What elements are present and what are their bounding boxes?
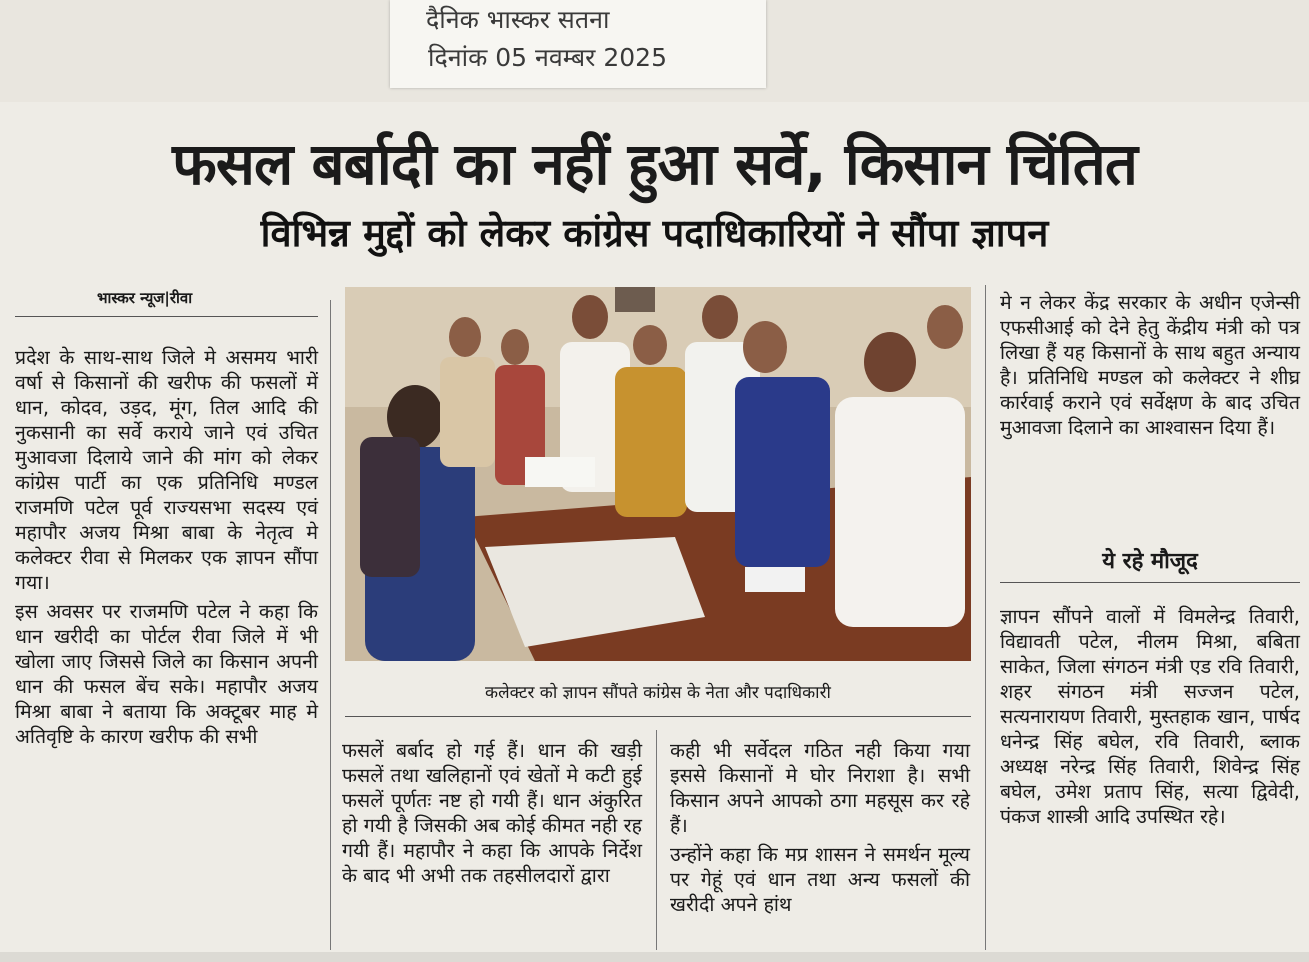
clipping-date: दिनांक 05 नवम्बर 2025 (428, 43, 667, 72)
paragraph: फसलें बर्बाद हो गई हैं। धान की खड़ी फसलें तथा खलिहानों एवं खेतों मे कटी हुई फसलें पूर्णतः नष्ट हो गयी हैं। धान अंकुरित हो गयी है जिसकी अब कोई कीमत नही रह गयी हैं। महापौर ने कहा कि आपके निर्देश के बाद भी अभी तक तहसीलदारों द्वारा (342, 739, 642, 887)
byline: भास्कर न्यूज|रीवा (97, 289, 193, 307)
news-photo (345, 287, 971, 661)
subheadline: विभिन्न मुद्दों को लेकर कांग्रेस पदाधिकारियों ने सौंपा ज्ञापन (260, 211, 1049, 255)
photo-caption: कलेक्टर को ज्ञापन सौंपते कांग्रेस के नेता और पदाधिकारी (485, 683, 831, 703)
byline-rule (15, 316, 318, 317)
column-divider (985, 285, 986, 950)
column-4 (1000, 290, 1300, 444)
photo-illustration (345, 287, 971, 661)
paragraph: मे न लेकर केंद्र सरकार के अधीन एजेन्सी एफसीआई को देने हेतु केंद्रीय मंत्री को पत्र लिखा हैं यह किसानों के साथ बहुत अन्याय है। प्रतिनिधि मण्डल को कलेक्टर ने शीघ्र कार्रवाई कराने एवं सर्वेक्षण के बाद उचित मुआवजा दिलाने का आश्वासन दिया हैं। (1000, 291, 1300, 439)
paragraph: प्रदेश के साथ-साथ जिले मे असमय भारी वर्षा से किसानों की खरीफ की फसलों में धान, कोदव, उड़द, मूंग, तिल आदि की नुकसानी का सर्वे कराये जाने एवं उचित मुआवजा दिलाये जाने की मांग को लेकर कांग्रेस पार्टी का एक प्रतिनिधि मण्डल राजमणि पटेल पूर्व राज्यसभा सदस्य एवं महापौर अजय मिश्रा बाबा के नेतृत्व मे कलेक्टर रीवा से मिलकर एक ज्ञापन सौंपा गया। (15, 346, 318, 594)
caption-rule (345, 716, 971, 717)
column-4-attendees (1000, 604, 1300, 833)
clipping-label (390, 0, 766, 88)
page-bottom-edge (0, 952, 1309, 962)
headline: फसल बर्बादी का नहीं हुआ सर्वे, किसान चिंतित (172, 130, 1137, 198)
paragraph: ज्ञापन सौंपने वालों में विमलेन्द्र तिवारी, विद्यावती पटेल, नीलम मिश्रा, बबिता साकेत, जिला संगठन मंत्री एड रवि तिवारी, शहर संगठन मंत्री सज्जन पटेल, सत्यनारायण तिवारी, मुस्तहाक खान, पार्षद धनेन्द्र सिंह बघेल, रवि तिवारी, ब्लाक अध्यक्ष नरेन्द्र सिंह तिवारी, शिवेन्द्र सिंह बघेल, उमेश प्रताप सिंह, सत्या द्विवेदी, पंकज शास्त्री आदि उपस्थित रहे। (1000, 605, 1300, 828)
clipping-source: दैनिक भास्कर सतना (426, 5, 610, 34)
paragraph: इस अवसर पर राजमणि पटेल ने कहा कि धान खरीदी का पोर्टल रीवा जिले में भी खोला जाए जिससे जिले का किसान अपनी धान की फसल बेंच सके। महापौर अजय मिश्रा बाबा ने बताया कि अक्टूबर माह मे अतिवृष्टि के कारण खरीफ की सभी (15, 600, 318, 748)
column-3 (670, 738, 970, 921)
subheading-rule (1000, 582, 1300, 583)
column-divider (330, 300, 331, 950)
section-subheading: ये रहे मौजूद (1102, 549, 1198, 574)
column-1 (15, 345, 318, 753)
column-2 (342, 738, 642, 892)
column-divider (656, 730, 657, 950)
paragraph: कही भी सर्वेदल गठित नही किया गया इससे किसानों मे घोर निराशा है। सभी किसान अपने आपको ठगा महसूस कर रहे हैं। (670, 739, 970, 837)
paragraph: उन्होंने कहा कि मप्र शासन ने समर्थन मूल्य पर गेहूं एवं धान तथा अन्य फसलों की खरीदी अपने हांथ (670, 843, 970, 916)
